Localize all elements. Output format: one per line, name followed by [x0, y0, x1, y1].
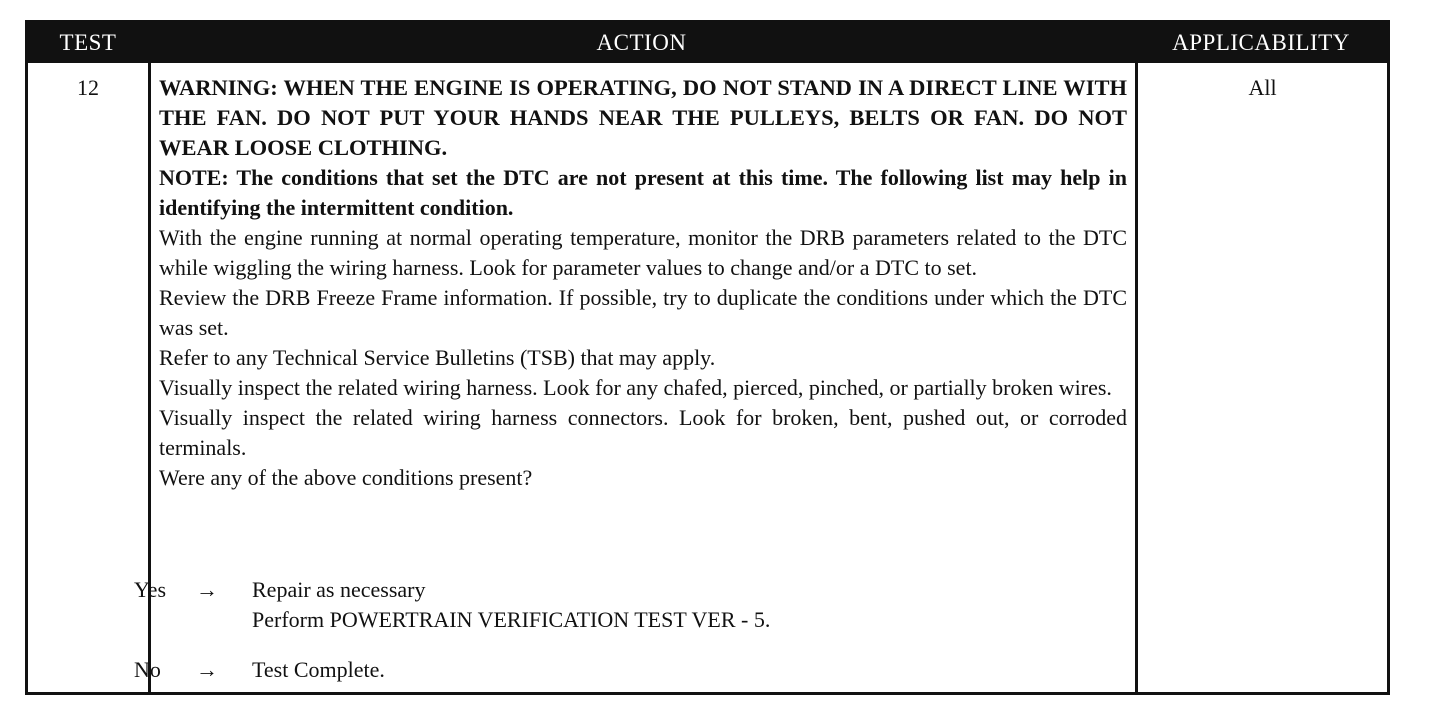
yes-label: Yes: [134, 577, 167, 602]
diagnostic-table: [25, 20, 1390, 695]
yes-result-line2: Perform POWERTRAIN VERIFICATION TEST VER - 5.: [252, 607, 771, 632]
question-text: Were any of the above conditions present?: [159, 465, 533, 490]
applicability-value: All: [1248, 75, 1277, 100]
test-number: 12: [77, 75, 99, 100]
header-action: ACTION: [596, 30, 687, 55]
step-text: Review the DRB Freeze Frame information. If possible, try to duplicate the conditions under which the DTC was set.: [159, 285, 1127, 340]
step-text: With the engine running at normal operating temperature, monitor the DRB parameters related to the DTC while wiggling the wiring harness. Look for parameter values to change and/or a DTC to set.: [159, 225, 1127, 280]
column-divider: [1135, 63, 1138, 692]
yes-result: [252, 575, 1012, 635]
header-test: TEST: [59, 30, 117, 55]
step-text: Visually inspect the related wiring harness connectors. Look for broken, bent, pushed out, or corroded terminals.: [159, 405, 1127, 460]
note-text: NOTE: The conditions that set the DTC are not present at this time. The following list may help in identifying the intermittent condition.: [159, 165, 1127, 220]
arrow-icon: →: [196, 577, 218, 602]
no-label: No: [134, 657, 161, 682]
arrow-icon: →: [196, 657, 218, 682]
no-result: Test Complete.: [252, 657, 385, 682]
header-applicability: APPLICABILITY: [1172, 30, 1350, 55]
table-header: [28, 23, 1387, 63]
yes-result-line1: Repair as necessary: [252, 577, 426, 602]
action-cell: [159, 73, 1127, 493]
step-text: Visually inspect the related wiring harness. Look for any chafed, pierced, pinched, or partially broken wires.: [159, 375, 1112, 400]
step-text: Refer to any Technical Service Bulletins (TSB) that may apply.: [159, 345, 716, 370]
warning-text: WARNING: WHEN THE ENGINE IS OPERATING, DO NOT STAND IN A DIRECT LINE WITH THE FAN. DO NOT PUT YOUR HANDS NEAR THE PULLEYS, BELTS OR FAN. DO NOT WEAR LOOSE CLOTHING.: [159, 75, 1127, 160]
